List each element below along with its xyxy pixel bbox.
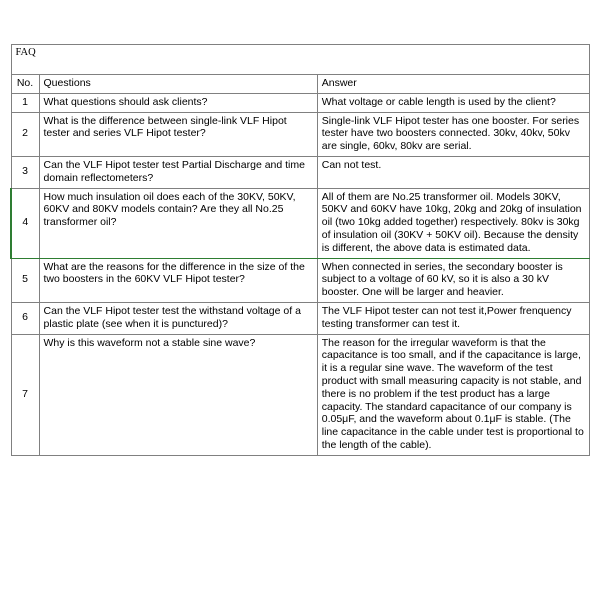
column-header-questions: Questions (39, 75, 317, 94)
table-row (11, 334, 590, 455)
row-number: 2 (11, 112, 39, 156)
row-answer: When connected in series, the secondary booster is subject to a voltage of 60 kV, so it is also a 30 kV booster. One will be larger and heavier. (317, 258, 589, 302)
document-title: FAQ (11, 45, 590, 75)
row-question: Why is this waveform not a stable sine wave? (39, 334, 317, 455)
row-answer: What voltage or cable length is used by the client? (317, 93, 589, 112)
table-row (11, 156, 590, 188)
row-question: What is the difference between single-link VLF Hipot tester and series VLF Hipot tester? (39, 112, 317, 156)
table-header-row (11, 75, 590, 94)
row-answer: The reason for the irregular waveform is that the capacitance is too small, and if the capacitance is large, it is a regular sine wave. The waveform of the test product with small measuring capacity is not stable, and there is no problem if the test product has a large capacity. The standard capacitance of our company is 0.05μF, and the waveform about 0.1μF is stable. (The line capacitance in the cable under test is proportional to the length of the cable). (317, 334, 589, 455)
row-question: How much insulation oil does each of the 30KV, 50KV, 60KV and 80KV models contain? Are they all No.25 transformer oil? (39, 188, 317, 258)
row-number: 6 (11, 302, 39, 334)
row-number: 1 (11, 93, 39, 112)
table-title-row (11, 45, 590, 75)
row-question: Can the VLF Hipot tester test the withstand voltage of a plastic plate (see when it is punctured)? (39, 302, 317, 334)
row-number: 5 (11, 258, 39, 302)
column-header-no: No. (11, 75, 39, 94)
column-header-answer: Answer (317, 75, 589, 94)
row-question: What are the reasons for the difference in the size of the two boosters in the 60KV VLF Hipot tester? (39, 258, 317, 302)
row-question: Can the VLF Hipot tester test Partial Discharge and time domain reflectometers? (39, 156, 317, 188)
table-row (11, 112, 590, 156)
faq-table (10, 44, 590, 456)
table-row (11, 302, 590, 334)
row-answer: The VLF Hipot tester can not test it,Power frenquency testing transformer can test it. (317, 302, 589, 334)
row-number: 4 (11, 188, 39, 258)
row-answer: Can not test. (317, 156, 589, 188)
row-answer: All of them are No.25 transformer oil. Models 30KV, 50KV and 60KV have 10kg, 20kg and 20kg of insulation oil (two 10kg added together) respectively. 80kv is 30kg of insulation oil (30KV + 50KV oil). Because the density is different, the above data is estimated data. (317, 188, 589, 258)
row-question: What questions should ask clients? (39, 93, 317, 112)
row-number: 7 (11, 334, 39, 455)
table-row (11, 258, 590, 302)
faq-sheet (10, 44, 590, 456)
row-number: 3 (11, 156, 39, 188)
table-row (11, 93, 590, 112)
table-row-highlighted (11, 188, 590, 258)
row-answer: Single-link VLF Hipot tester has one booster. For series tester have two boosters connected. 30kv, 40kv, 50kv are single, 60kv, 80kv are serial. (317, 112, 589, 156)
